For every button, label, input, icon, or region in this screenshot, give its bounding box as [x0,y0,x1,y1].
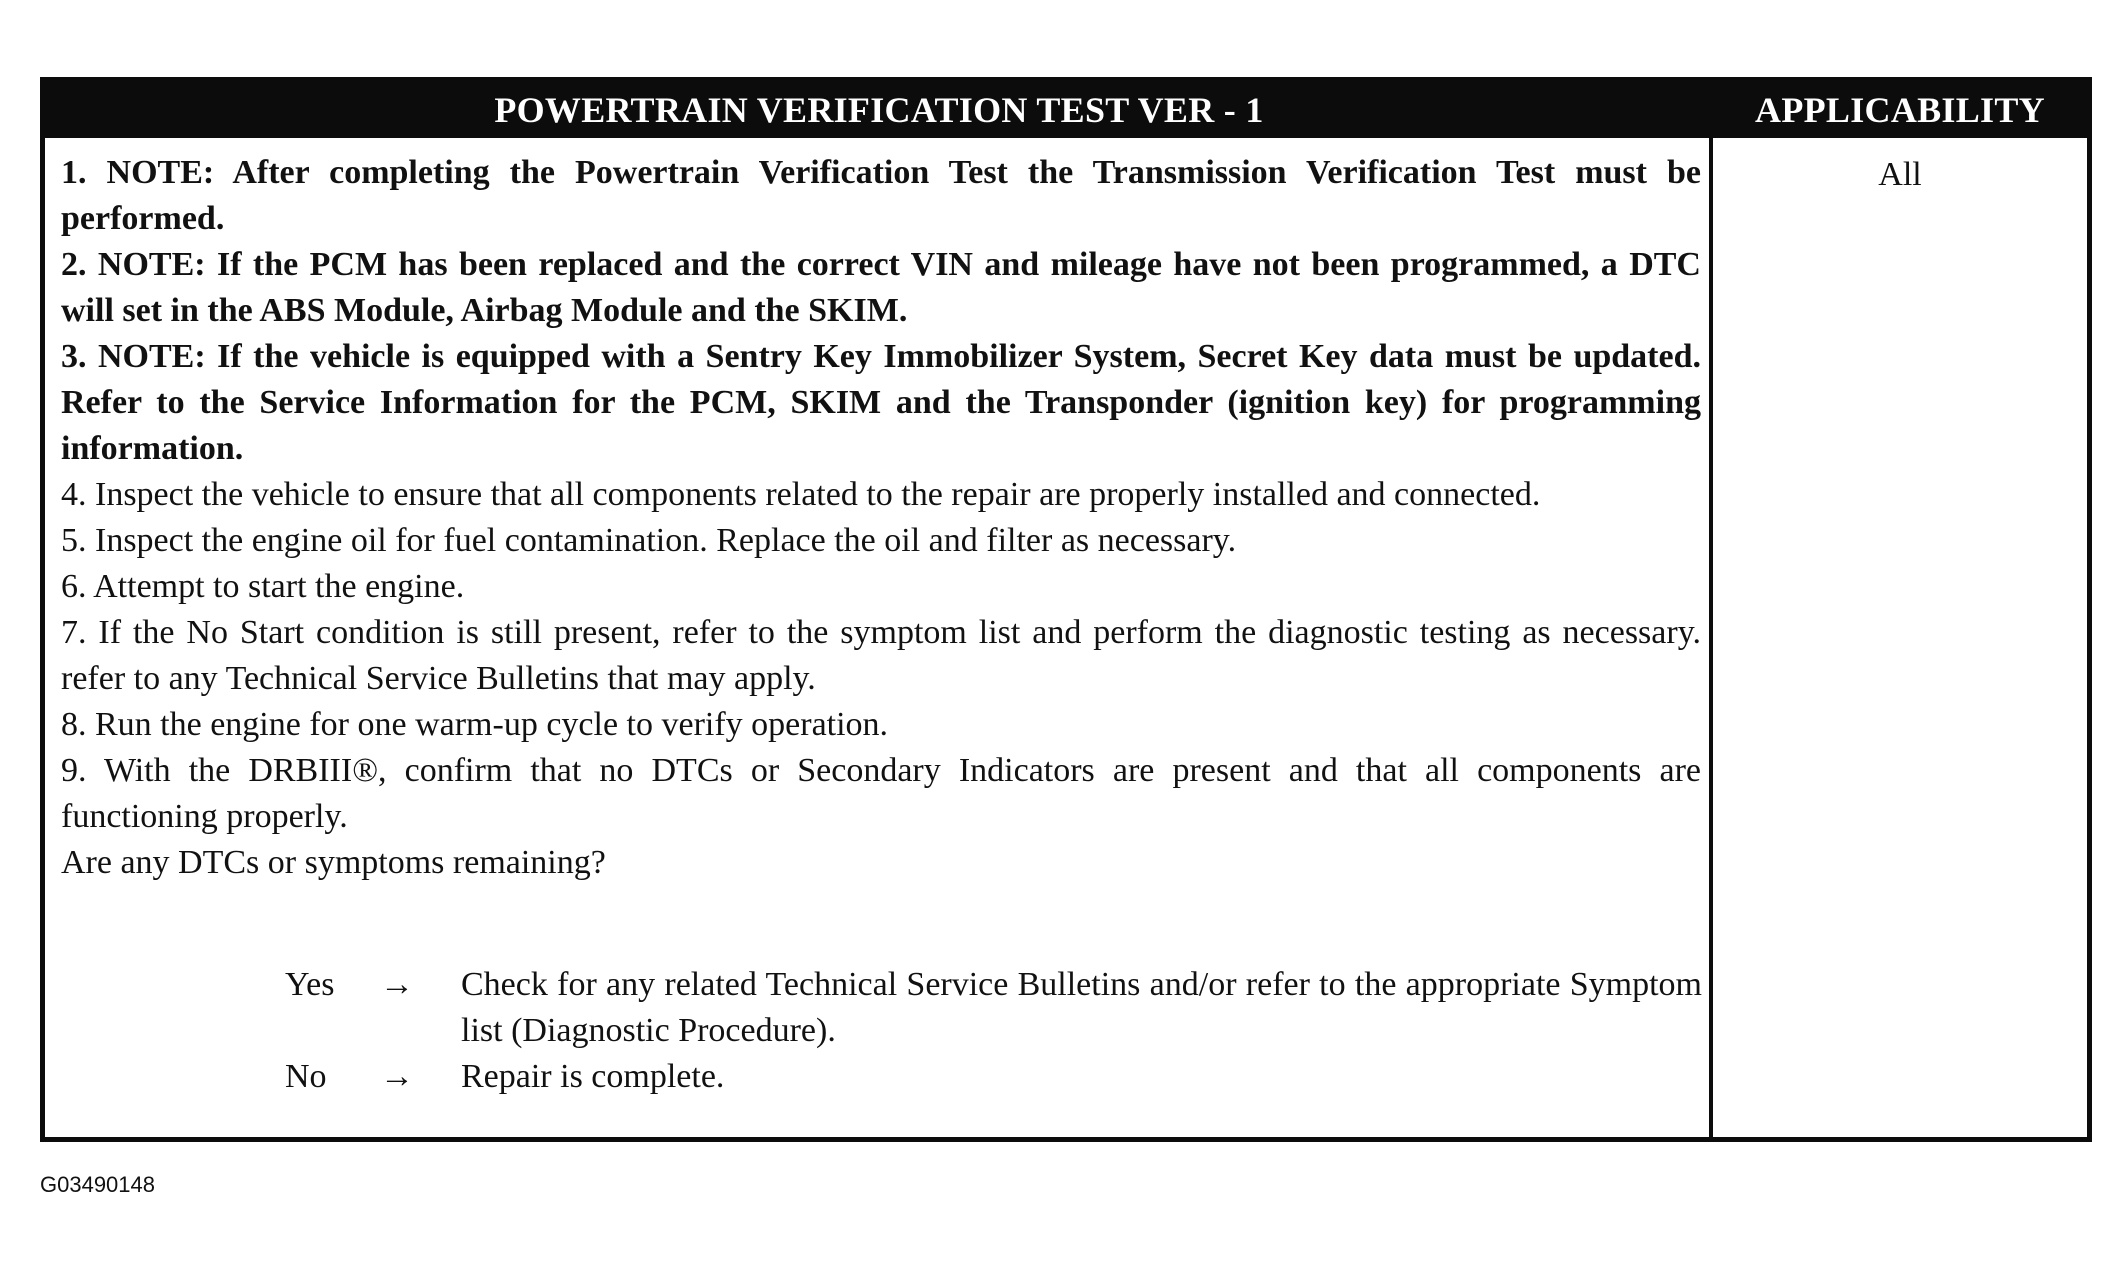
answer-yes-label: Yes [285,966,335,1003]
question: Are any DTCs or symptoms remaining? [61,844,606,881]
step-5: 5. Inspect the engine oil for fuel contamination. Replace the oil and filter as necessary. [61,522,1237,559]
step-2: 2. NOTE: If the PCM has been replaced and the correct VIN and mileage have not been programmed, a DTC will set in the ABS Module, Airbag Module and the SKIM. [61,246,1701,329]
answer-no-label: No [285,1058,327,1095]
column-divider [1709,138,1713,1137]
step-1: 1. NOTE: After completing the Powertrain Verification Test the Transmission Verification Test must be performed. [61,154,1701,237]
arrow-right-icon: → [380,1058,414,1095]
applicability-value: All [1878,156,1922,193]
step-6: 6. Attempt to start the engine. [61,568,465,605]
answer-no [45,1054,1709,1100]
step-7: 7. If the No Start condition is still present, refer to the symptom list and perform the diagnostic testing as necessary. refer to any Technical Service Bulletins that may apply. [61,614,1701,697]
step-3: 3. NOTE: If the vehicle is equipped with a Sentry Key Immobilizer System, Secret Key data must be updated. Refer to the Service Information for the PCM, SKIM and the Transponder (ignition key) for programming information. [61,338,1701,467]
figure-code: G03490148 [40,1172,155,1197]
answer-no-text: Repair is complete. [461,1058,725,1095]
applicability-header: APPLICABILITY [1755,90,2045,130]
table-title: POWERTRAIN VERIFICATION TEST VER - 1 [494,90,1264,130]
answer-yes [45,962,1709,1054]
answer-options [45,962,1709,1100]
arrow-right-icon: → [380,966,414,1003]
table-header [45,82,2087,138]
step-8: 8. Run the engine for one warm-up cycle to verify operation. [61,706,889,743]
answer-yes-text: Check for any related Technical Service Bulletins and/or refer to the appropriate Symptom list (Diagnostic Procedure). [461,966,1702,1049]
procedure-steps [61,150,1701,886]
verification-test-table [40,77,2092,1142]
step-4: 4. Inspect the vehicle to ensure that all components related to the repair are properly installed and connected. [61,476,1541,513]
step-9: 9. With the DRBIII®, confirm that no DTCs or Secondary Indicators are present and that all components are functioning properly. [61,752,1701,835]
